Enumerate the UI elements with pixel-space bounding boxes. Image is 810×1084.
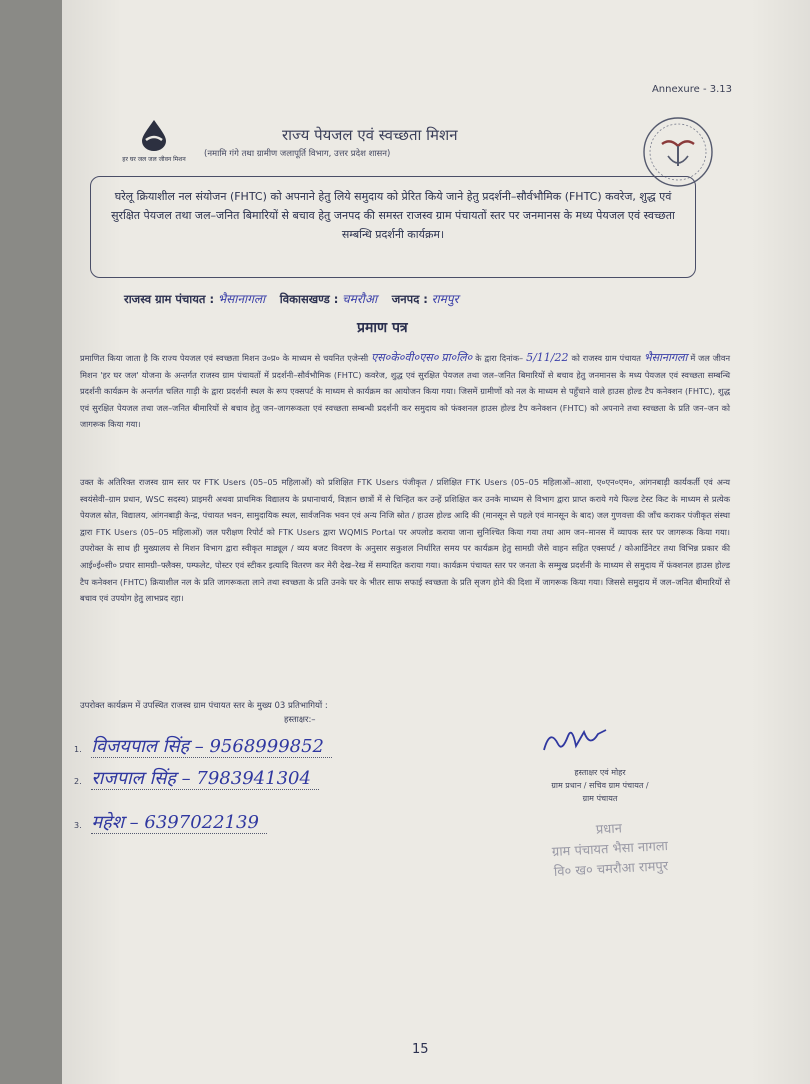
caption-line: ग्राम पंचायत — [582, 794, 618, 803]
document-page — [62, 0, 810, 1084]
jal-jeevan-mission-logo — [114, 118, 194, 163]
mission-subtitle: (नमामि गंगे तथा ग्रामीण जलापूर्ति विभाग, उत्तर प्रदेश शासन) — [204, 149, 391, 159]
certificate-paragraph-2: उक्त के अतिरिक्त राजस्व ग्राम स्तर पर FTK Users (05–05 महिलाओं) को प्रशिक्षित FTK Users पंजीकृत / प्रशिक्षित FTK Users (05–05 महिलाओं–आशा, ए०एन०एम०, आंगनबाड़ी कार्यकर्ती एवं अन्य स्वयंसेवी–ग्राम प्रधान, WSC सदस्य) प्राइमरी अथवा प्राथमिक विद्यालय के प्रधानाचार्य, विज्ञान छात्रों में से चिन्हित कर उन्हें प्रशिक्षित कर उनके माध्यम से विभाग द्वारा प्राप्त कराये गये फिल्ड टेस्ट किट के माध्यम से प्रत्येक पेयजल स्रोत, विद्यालय, आंगनबाड़ी केन्द्र, पंचायत भवन, सामुदायिक स्थल, सार्वजनिक भवन एवं अन्य निजि स्रोत / हाउस होल्ड आदि की (मानसून से पहले एवं मानसून के बाद) जल गुणवत्ता की जाँच कराकर पंजीकृत संस्था द्वारा FTK Users (05–05 महिलाओं) जल परीक्षण रिपोर्ट को FTK Users द्वारा WQMIS Portal पर अपलोड कराया जाना सुनिश्चित किया गया तथा आम जन–मानस में व्यापक स्तर पर जागरूक किया गया। उपरोक्त के साथ ही मुख्यालय से मिशन विभाग द्वारा स्वीकृत माड्यूल / व्यय बजट विवरण के अनुसार सकुशल निर्धारित समय पर कार्यक्रम हेतु सामग्री जैसे वाहन सहित एक्सपर्ट / कोआर्डिनेटर तथा विभिन्न प्रकार की आई०ई०सी० प्रचार सामग्री–फ्लैक्स, पम्फलेट, पोस्टर एवं स्टीकर इत्यादि वितरण कर मेरी देख–रेख में सम्पादित कराया गया। कार्यक्रम पंचायत स्तर पर जनता के सम्मुख प्रदर्शनी के माध्यम से समुदाय में फंक्शनल हाउस होल्ड टैप कनेक्शन (FHTC) क्रियाशील नल के प्रति जागरूकता लाने तथा स्वच्छता के प्रति उनके घर के भीतर साफ सफाई स्वच्छता के प्रति सृजग होने की दिशा में जागरूक किया गया। जिससे समुदाय में जल–जनित बीमारियों से बचाव एवं उपयोग हेतु लाभप्रद रहा। — [80, 477, 730, 604]
program-description-box — [90, 176, 696, 278]
gp-label: राजस्व ग्राम पंचायत : — [124, 292, 215, 306]
para-gp-name: भैसानागला — [643, 351, 688, 364]
annexure-label: Annexure - 3.13 — [651, 84, 732, 95]
signatory-3 — [74, 810, 267, 834]
block-value: चमरौआ — [342, 292, 378, 306]
gp-value: भैसानागला — [217, 292, 266, 306]
signatory-1 — [74, 734, 332, 758]
block-label: विकासखण्ड : — [279, 292, 339, 306]
caption-line: ग्राम प्रधान / सचिव ग्राम पंचायत / — [551, 781, 649, 790]
signatory-number: 3. — [74, 821, 82, 830]
signatory-2 — [74, 766, 319, 790]
signature-caption — [510, 766, 690, 805]
program-date: 5/11/22 — [526, 351, 569, 364]
pradhan-stamp — [509, 815, 712, 885]
signatory-entry: महेश – 6397022139 — [91, 812, 267, 834]
certificate-paragraph-1 — [80, 350, 730, 433]
stamp-line: ग्राम पंचायत भैसा नागला — [551, 838, 669, 861]
gram-panchayat-row — [124, 290, 724, 307]
para1-body: में जल जीवन मिशन 'हर घर जल' योजना के अन्तर्गत राजस्व ग्राम पंचायतों में प्रदर्शनी–सौर्वभौमिक (FHTC) कवरेज, शुद्ध एवं सुरक्षित पेयजल तथा जल–जनित बिमारियों से बचाव हेतु जनमानस के मध्य पेयजल एवं स्वच्छता सम्बन्धि प्रदर्शनी कार्यक्रम के अन्तर्गत चलित गाड़ी के द्वारा प्रदर्शनी स्थल के रूप एक्सपर्ट के माध्यम से कार्यक्रम का आयोजन किया गया। जिसमें ग्रामीणों को नल के माध्यम से पहुँचाने वाले हाउस होल्ड टैप कनेक्शन (FHTC), शुद्ध एवं सुरक्षित पेयजल तथा जल–जनित बीमारियों से बचाव हेतु जन–जागरूकता एवं स्वच्छता सम्बन्धी प्रदर्शनी कर समुदाय को फंक्शनल हाउस होल्ड टैप कनेक्शन (FHTC) को अपनाने तथा स्वच्छता के प्रति जन–जन को जागरूक किया गया। — [80, 353, 730, 430]
para1-intro: प्रमाणित किया जाता है कि राज्य पेयजल एवं स्वच्छता मिशन उ०प्र० के माध्यम से चयनित एजेन्सी — [80, 353, 369, 363]
water-drop-icon — [137, 118, 171, 152]
stamp-line: प्रधान — [595, 821, 623, 838]
signatures-label: हस्ताक्षर:– — [284, 715, 316, 725]
page-number: 15 — [412, 1042, 429, 1057]
signatory-number: 2. — [74, 777, 82, 786]
agency-ref: प्रा०लि० — [441, 351, 473, 364]
agency-name: एस०के०वी०एस० — [371, 351, 439, 364]
date-prefix: के द्वारा दिनांक– — [475, 353, 524, 363]
certificate-title: प्रमाण पत्र — [357, 320, 408, 336]
caption-line: हस्ताक्षर एवं मोहर — [574, 768, 626, 777]
logo-caption: हर घर जल जल जीवन मिशन — [122, 156, 186, 163]
mission-title: राज्य पेयजल एवं स्वच्छता मिशन — [282, 126, 458, 144]
district-label: जनपद : — [391, 292, 428, 306]
signatory-entry: राजपाल सिंह – 7983941304 — [91, 768, 319, 790]
program-description: घरेलू क्रियाशील नल संयोजन (FHTC) को अपनाने हेतु लिये समुदाय को प्रेरित किये जाने हेतु प्रदर्शनी–सौर्वभौमिक (FHTC) कवरेज, शुद्ध एवं सुरक्षित पेयजल तथा जल–जनित बिमारियों से बचाव हेतु जनपद की समस्त राजस्व ग्राम पंचायतों स्तर पर जनमानस के मध्य पेयजल एवं स्वच्छता सम्बन्धि प्रदर्शनी कार्यक्रम। — [111, 190, 675, 241]
stamp-line: वि० ख० चमरौआ रामपुर — [553, 858, 669, 880]
gp-prefix: को राजस्व ग्राम पंचायत — [571, 353, 641, 363]
district-value: रामपुर — [431, 292, 459, 306]
signatory-entry: विजयपाल सिंह – 9568999852 — [91, 736, 332, 758]
signatory-number: 1. — [74, 745, 82, 754]
pradhan-signature-icon — [540, 722, 610, 762]
attendance-note: उपरोक्त कार्यक्रम में उपस्थित राजस्व ग्राम पंचायत स्तर के मुख्य 03 प्रतिभागियों : — [80, 701, 328, 711]
